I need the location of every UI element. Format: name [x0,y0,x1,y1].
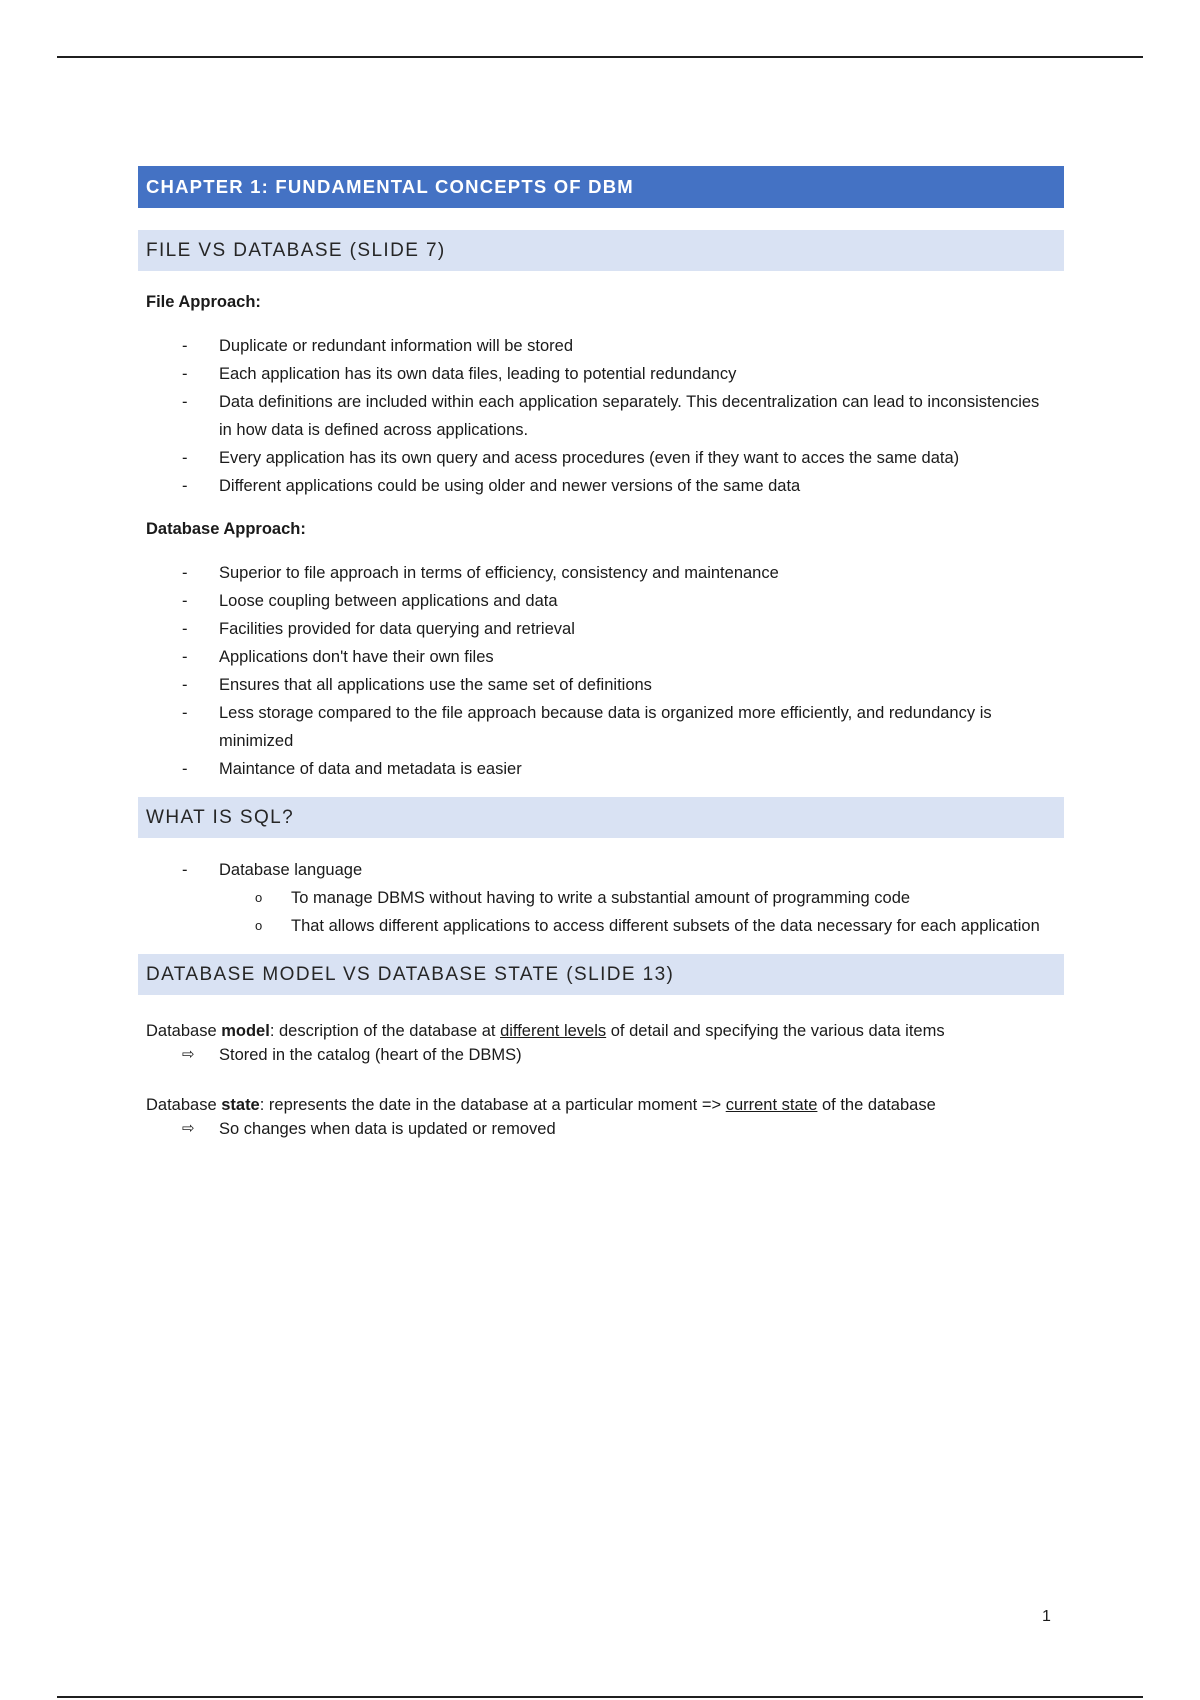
dash-bullet: - [182,337,188,355]
database-approach-label: Database Approach: [146,520,306,538]
dash-bullet: - [182,592,188,610]
dash-bullet: - [182,676,188,694]
section-heading-file-vs-database: FILE VS DATABASE (SLIDE 7) [138,230,1064,271]
section-heading-model-vs-state: DATABASE MODEL VS DATABASE STATE (SLIDE 13) [138,954,1064,995]
section-heading-what-is-sql: WHAT IS SQL? [138,797,1064,838]
list-item: - Applications don't have their own files [138,643,1064,671]
circle-bullet: o [255,890,263,905]
dash-bullet: - [182,620,188,638]
list-item: o To manage DBMS without having to write a substantial amount of programming code [138,884,1064,912]
sql-sublist [138,884,1064,940]
list-item: - Data definitions are included within each application separately. This decentralization can lead to inconsistencies in how data is defined across applications. [138,388,1064,444]
file-approach-label: File Approach: [146,293,261,311]
database-model-definition: Database model: description of the database at different levels of detail and specifying the various data items [146,1022,945,1040]
chapter-heading: CHAPTER 1: FUNDAMENTAL CONCEPTS OF DBM [138,166,1064,208]
term-model: model [221,1022,270,1040]
dash-bullet: - [182,564,188,582]
list-item: - Superior to file approach in terms of efficiency, consistency and maintenance [138,559,1064,587]
dash-bullet: - [182,449,188,467]
database-approach-list [138,559,1064,783]
page-number: 1 [1042,1608,1051,1625]
term-state: state [221,1096,260,1114]
sql-list [138,856,1064,884]
dash-bullet: - [182,365,188,383]
list-item: - Different applications could be using older and newer versions of the same data [138,472,1064,500]
dash-bullet: - [182,704,188,722]
dash-bullet: - [182,861,188,879]
list-item: - Maintance of data and metadata is easier [138,755,1064,783]
arrow-right-icon: ⇨ [182,1046,195,1063]
dash-bullet: - [182,760,188,778]
arrow-right-icon: ⇨ [182,1120,195,1137]
underlined-text: different levels [500,1022,607,1040]
dash-bullet: - [182,393,188,411]
database-state-definition: Database state: represents the date in the database at a particular moment => current state of the database [146,1096,936,1114]
list-item: o That allows different applications to access different subsets of the data necessary for each application [138,912,1064,940]
list-item: - Duplicate or redundant information will be stored [138,332,1064,360]
list-item: - Facilities provided for data querying and retrieval [138,615,1064,643]
footer-rule [57,1696,1143,1698]
list-item: - Loose coupling between applications and data [138,587,1064,615]
list-item: - Every application has its own query and acess procedures (even if they want to acces the same data) [138,444,1064,472]
file-approach-list [138,332,1064,500]
list-item: - Each application has its own data files, leading to potential redundancy [138,360,1064,388]
circle-bullet: o [255,918,263,933]
list-item: - Less storage compared to the file approach because data is organized more efficiently, and redundancy is minimized [138,699,1064,755]
model-arrow-note: ⇨ Stored in the catalog (heart of the DBMS) [138,1043,1064,1067]
dash-bullet: - [182,477,188,495]
list-item: - Database language [138,856,1064,884]
state-arrow-note: ⇨ So changes when data is updated or removed [138,1117,1064,1141]
dash-bullet: - [182,648,188,666]
list-item: - Ensures that all applications use the same set of definitions [138,671,1064,699]
underlined-text: current state [725,1096,818,1114]
document-content [138,166,1064,1141]
header-rule [57,56,1143,58]
